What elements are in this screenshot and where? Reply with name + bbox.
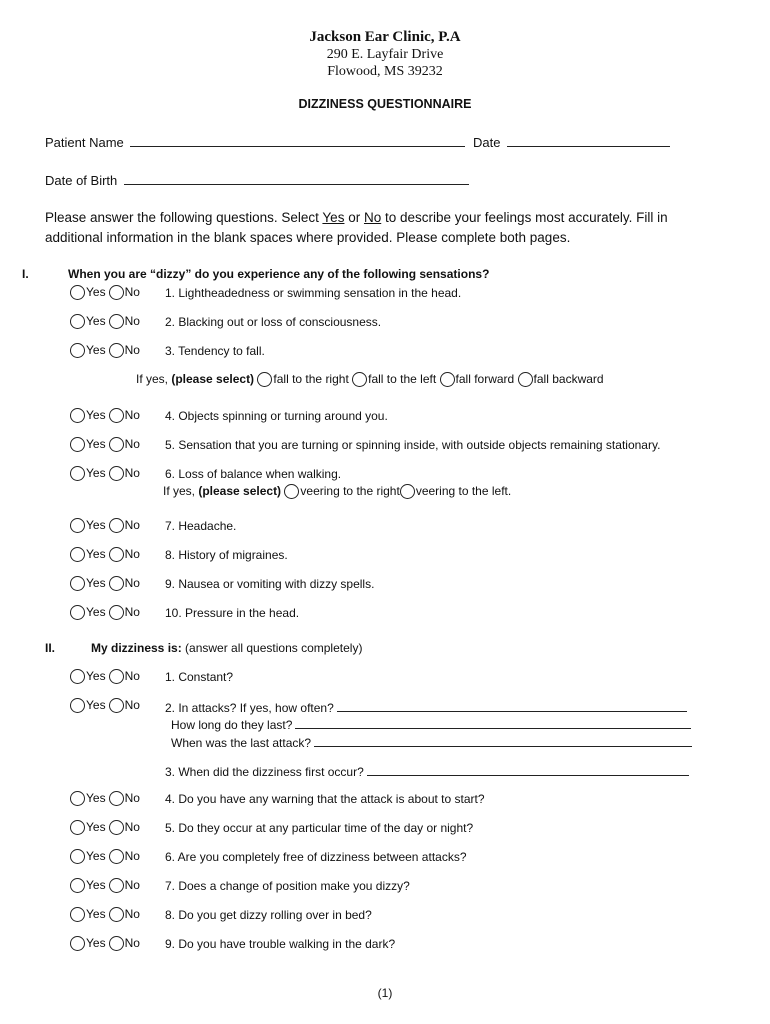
section-2-title	[91, 641, 362, 655]
s1-q7-no-radio[interactable]	[109, 518, 124, 533]
dob-row	[45, 172, 469, 188]
page-number: (1)	[377, 986, 393, 1000]
yes-label: Yes	[86, 314, 106, 328]
s1-q5: 5. Sensation that you are turning or spinning inside, with outside objects remaining stationary.	[165, 438, 661, 452]
s1-q4-choices	[70, 408, 140, 423]
s2-q5-no-radio[interactable]	[109, 820, 124, 835]
date-input[interactable]	[507, 134, 670, 147]
yes-label: Yes	[86, 849, 106, 863]
no-label: No	[124, 343, 140, 357]
no-label: No	[124, 698, 140, 712]
s2-q8-choices	[70, 907, 140, 922]
s1-q7: 7. Headache.	[165, 519, 237, 533]
s2-q2-choices	[70, 698, 140, 713]
s1-q2-yes-radio[interactable]	[70, 314, 85, 329]
s1-q2-choices	[70, 314, 140, 329]
s2-q4-no-radio[interactable]	[109, 791, 124, 806]
s1-q1-no-radio[interactable]	[109, 285, 124, 300]
s2-q1-no-radio[interactable]	[109, 669, 124, 684]
s2-q1-yes-radio[interactable]	[70, 669, 85, 684]
fall-left-radio[interactable]	[352, 372, 367, 387]
s1-q4: 4. Objects spinning or turning around you.	[165, 409, 388, 423]
s2-q4-yes-radio[interactable]	[70, 791, 85, 806]
fall-right-label: fall to the right	[273, 372, 349, 386]
no-label: No	[124, 466, 140, 480]
s1-q4-yes-radio[interactable]	[70, 408, 85, 423]
yes-label: Yes	[86, 820, 106, 834]
veer-left-label: veering to the left.	[415, 484, 512, 498]
dob-label: Date of Birth	[45, 173, 118, 188]
date-label: Date	[473, 135, 501, 150]
no-label: No	[124, 547, 140, 561]
no-label: No	[124, 314, 140, 328]
fall-left-label: fall to the left	[368, 372, 437, 386]
s2-q2-yes-radio[interactable]	[70, 698, 85, 713]
s2-q3-row	[165, 763, 689, 779]
no-label: No	[124, 820, 140, 834]
s1-q8-yes-radio[interactable]	[70, 547, 85, 562]
instructions-text-2: to describe your feelings most accurately. Fill in additional information in the blank spaces where provided. Please complete both pages.	[45, 210, 668, 245]
no-label: No	[124, 791, 140, 805]
no-label: No	[124, 576, 140, 590]
s1-q6-followup	[163, 484, 511, 499]
yes-label: Yes	[86, 547, 106, 561]
s1-q3-yes-radio[interactable]	[70, 343, 85, 358]
s2-q6: 6. Are you completely free of dizziness between attacks?	[165, 850, 467, 864]
s2-q2-last-row	[171, 734, 692, 750]
s1-q1-choices	[70, 285, 140, 300]
no-label: No	[124, 408, 140, 422]
instructions-text-1: Please answer the following questions. Select	[45, 210, 323, 225]
s1-q10-no-radio[interactable]	[109, 605, 124, 620]
s1-q5-choices	[70, 437, 140, 452]
yes-label: Yes	[86, 791, 106, 805]
clinic-address-line2: Flowood, MS 39232	[327, 64, 443, 79]
s2-q9: 9. Do you have trouble walking in the dark?	[165, 937, 396, 951]
s2-q1: 1. Constant?	[165, 670, 234, 684]
s2-q3: 3. When did the dizziness first occur?	[165, 765, 364, 779]
s1-q1: 1. Lightheadedness or swimming sensation in the head.	[165, 286, 462, 300]
patient-name-input[interactable]	[130, 134, 465, 147]
fall-backward-label: fall backward	[533, 372, 604, 386]
veer-right-label: veering to the right	[300, 484, 400, 498]
instructions-no: No	[363, 210, 382, 225]
clinic-name: Jackson Ear Clinic, P.A	[309, 29, 461, 45]
fall-forward-label: fall forward	[455, 372, 515, 386]
yes-label: Yes	[86, 605, 106, 619]
yes-label: Yes	[86, 466, 106, 480]
instructions-or: or	[344, 210, 364, 225]
s1-q5-no-radio[interactable]	[109, 437, 124, 452]
s2-q5: 5. Do they occur at any particular time of the day or night?	[165, 821, 474, 835]
s2-q7-choices	[70, 878, 140, 893]
section-2-title-note: (answer all questions completely)	[185, 641, 363, 655]
how-long-label: How long do they last?	[171, 718, 293, 732]
no-label: No	[124, 849, 140, 863]
s1-q10-choices	[70, 605, 140, 620]
yes-label: Yes	[86, 669, 106, 683]
how-long-input[interactable]	[295, 716, 691, 729]
yes-label: Yes	[86, 518, 106, 532]
s2-q2-no-radio[interactable]	[109, 698, 124, 713]
s1-q8: 8. History of migraines.	[165, 548, 288, 562]
fall-right-radio[interactable]	[257, 372, 272, 387]
last-attack-label: When was the last attack?	[171, 736, 312, 750]
please-select-label: (please select)	[198, 484, 282, 498]
veer-right-radio[interactable]	[284, 484, 299, 499]
form-title: DIZZINESS QUESTIONNAIRE	[298, 97, 472, 111]
dob-input[interactable]	[124, 172, 469, 185]
instructions-yes: Yes	[322, 210, 345, 225]
s1-q6-choices	[70, 466, 140, 481]
s1-q10-yes-radio[interactable]	[70, 605, 85, 620]
yes-label: Yes	[86, 907, 106, 921]
yes-label: Yes	[86, 408, 106, 422]
s1-q6: 6. Loss of balance when walking.	[165, 467, 342, 481]
s1-q6-no-radio[interactable]	[109, 466, 124, 481]
s2-q2: 2. In attacks? If yes, how often?	[165, 701, 334, 715]
s1-q9-choices	[70, 576, 140, 591]
s2-q9-yes-radio[interactable]	[70, 936, 85, 951]
yes-label: Yes	[86, 698, 106, 712]
s1-q2: 2. Blacking out or loss of consciousness.	[165, 315, 382, 329]
s1-q3: 3. Tendency to fall.	[165, 344, 265, 358]
s1-q8-choices	[70, 547, 140, 562]
s2-q8-no-radio[interactable]	[109, 907, 124, 922]
yes-label: Yes	[86, 285, 106, 299]
s1-q4-no-radio[interactable]	[109, 408, 124, 423]
s1-q10: 10. Pressure in the head.	[165, 606, 300, 620]
patient-name-row	[45, 134, 670, 150]
s1-q2-no-radio[interactable]	[109, 314, 124, 329]
s1-q3-choices	[70, 343, 140, 358]
section-2-number: II.	[45, 641, 56, 655]
s2-q5-yes-radio[interactable]	[70, 820, 85, 835]
no-label: No	[124, 605, 140, 619]
s1-q8-no-radio[interactable]	[109, 547, 124, 562]
no-label: No	[124, 437, 140, 451]
patient-name-label: Patient Name	[45, 135, 124, 150]
yes-label: Yes	[86, 576, 106, 590]
yes-label: Yes	[86, 936, 106, 950]
fall-backward-radio[interactable]	[518, 372, 533, 387]
yes-label: Yes	[86, 878, 106, 892]
s2-q8-yes-radio[interactable]	[70, 907, 85, 922]
yes-label: Yes	[86, 437, 106, 451]
instructions	[45, 208, 705, 248]
if-yes-label: If yes,	[163, 484, 199, 498]
last-attack-input[interactable]	[314, 734, 692, 747]
no-label: No	[124, 669, 140, 683]
no-label: No	[124, 907, 140, 921]
s2-q6-choices	[70, 849, 140, 864]
s2-q6-no-radio[interactable]	[109, 849, 124, 864]
fall-forward-radio[interactable]	[440, 372, 455, 387]
no-label: No	[124, 285, 140, 299]
first-occur-input[interactable]	[367, 763, 689, 776]
section-2-title-bold: My dizziness is:	[91, 641, 186, 655]
clinic-address-line1: 290 E. Layfair Drive	[326, 47, 444, 62]
no-label: No	[124, 936, 140, 950]
s2-q5-choices	[70, 820, 140, 835]
s2-q4-choices	[70, 791, 140, 806]
s1-q3-followup	[136, 372, 604, 387]
s1-q1-yes-radio[interactable]	[70, 285, 85, 300]
s2-q7-no-radio[interactable]	[109, 878, 124, 893]
s1-q3-no-radio[interactable]	[109, 343, 124, 358]
s2-q9-no-radio[interactable]	[109, 936, 124, 951]
please-select-label: (please select)	[171, 372, 255, 386]
yes-label: Yes	[86, 343, 106, 357]
s2-q7: 7. Does a change of position make you dizzy?	[165, 879, 410, 893]
section-1-title: When you are “dizzy” do you experience any of the following sensations?	[68, 267, 490, 281]
s2-q7-yes-radio[interactable]	[70, 878, 85, 893]
s1-q7-choices	[70, 518, 140, 533]
s2-q4: 4. Do you have any warning that the attack is about to start?	[165, 792, 485, 806]
s1-q9-yes-radio[interactable]	[70, 576, 85, 591]
s2-q2-duration-row	[171, 716, 691, 732]
s2-q9-choices	[70, 936, 140, 951]
section-1-number: I.	[22, 267, 29, 281]
s1-q6-yes-radio[interactable]	[70, 466, 85, 481]
if-yes-label: If yes,	[136, 372, 172, 386]
no-label: No	[124, 878, 140, 892]
s1-q9: 9. Nausea or vomiting with dizzy spells.	[165, 577, 375, 591]
how-often-input[interactable]	[337, 699, 687, 712]
s2-q1-choices	[70, 669, 140, 684]
veer-left-radio[interactable]	[400, 484, 415, 499]
s2-q8: 8. Do you get dizzy rolling over in bed?	[165, 908, 372, 922]
s2-q6-yes-radio[interactable]	[70, 849, 85, 864]
s2-q2-row	[165, 699, 687, 715]
s1-q5-yes-radio[interactable]	[70, 437, 85, 452]
s1-q7-yes-radio[interactable]	[70, 518, 85, 533]
s1-q9-no-radio[interactable]	[109, 576, 124, 591]
no-label: No	[124, 518, 140, 532]
